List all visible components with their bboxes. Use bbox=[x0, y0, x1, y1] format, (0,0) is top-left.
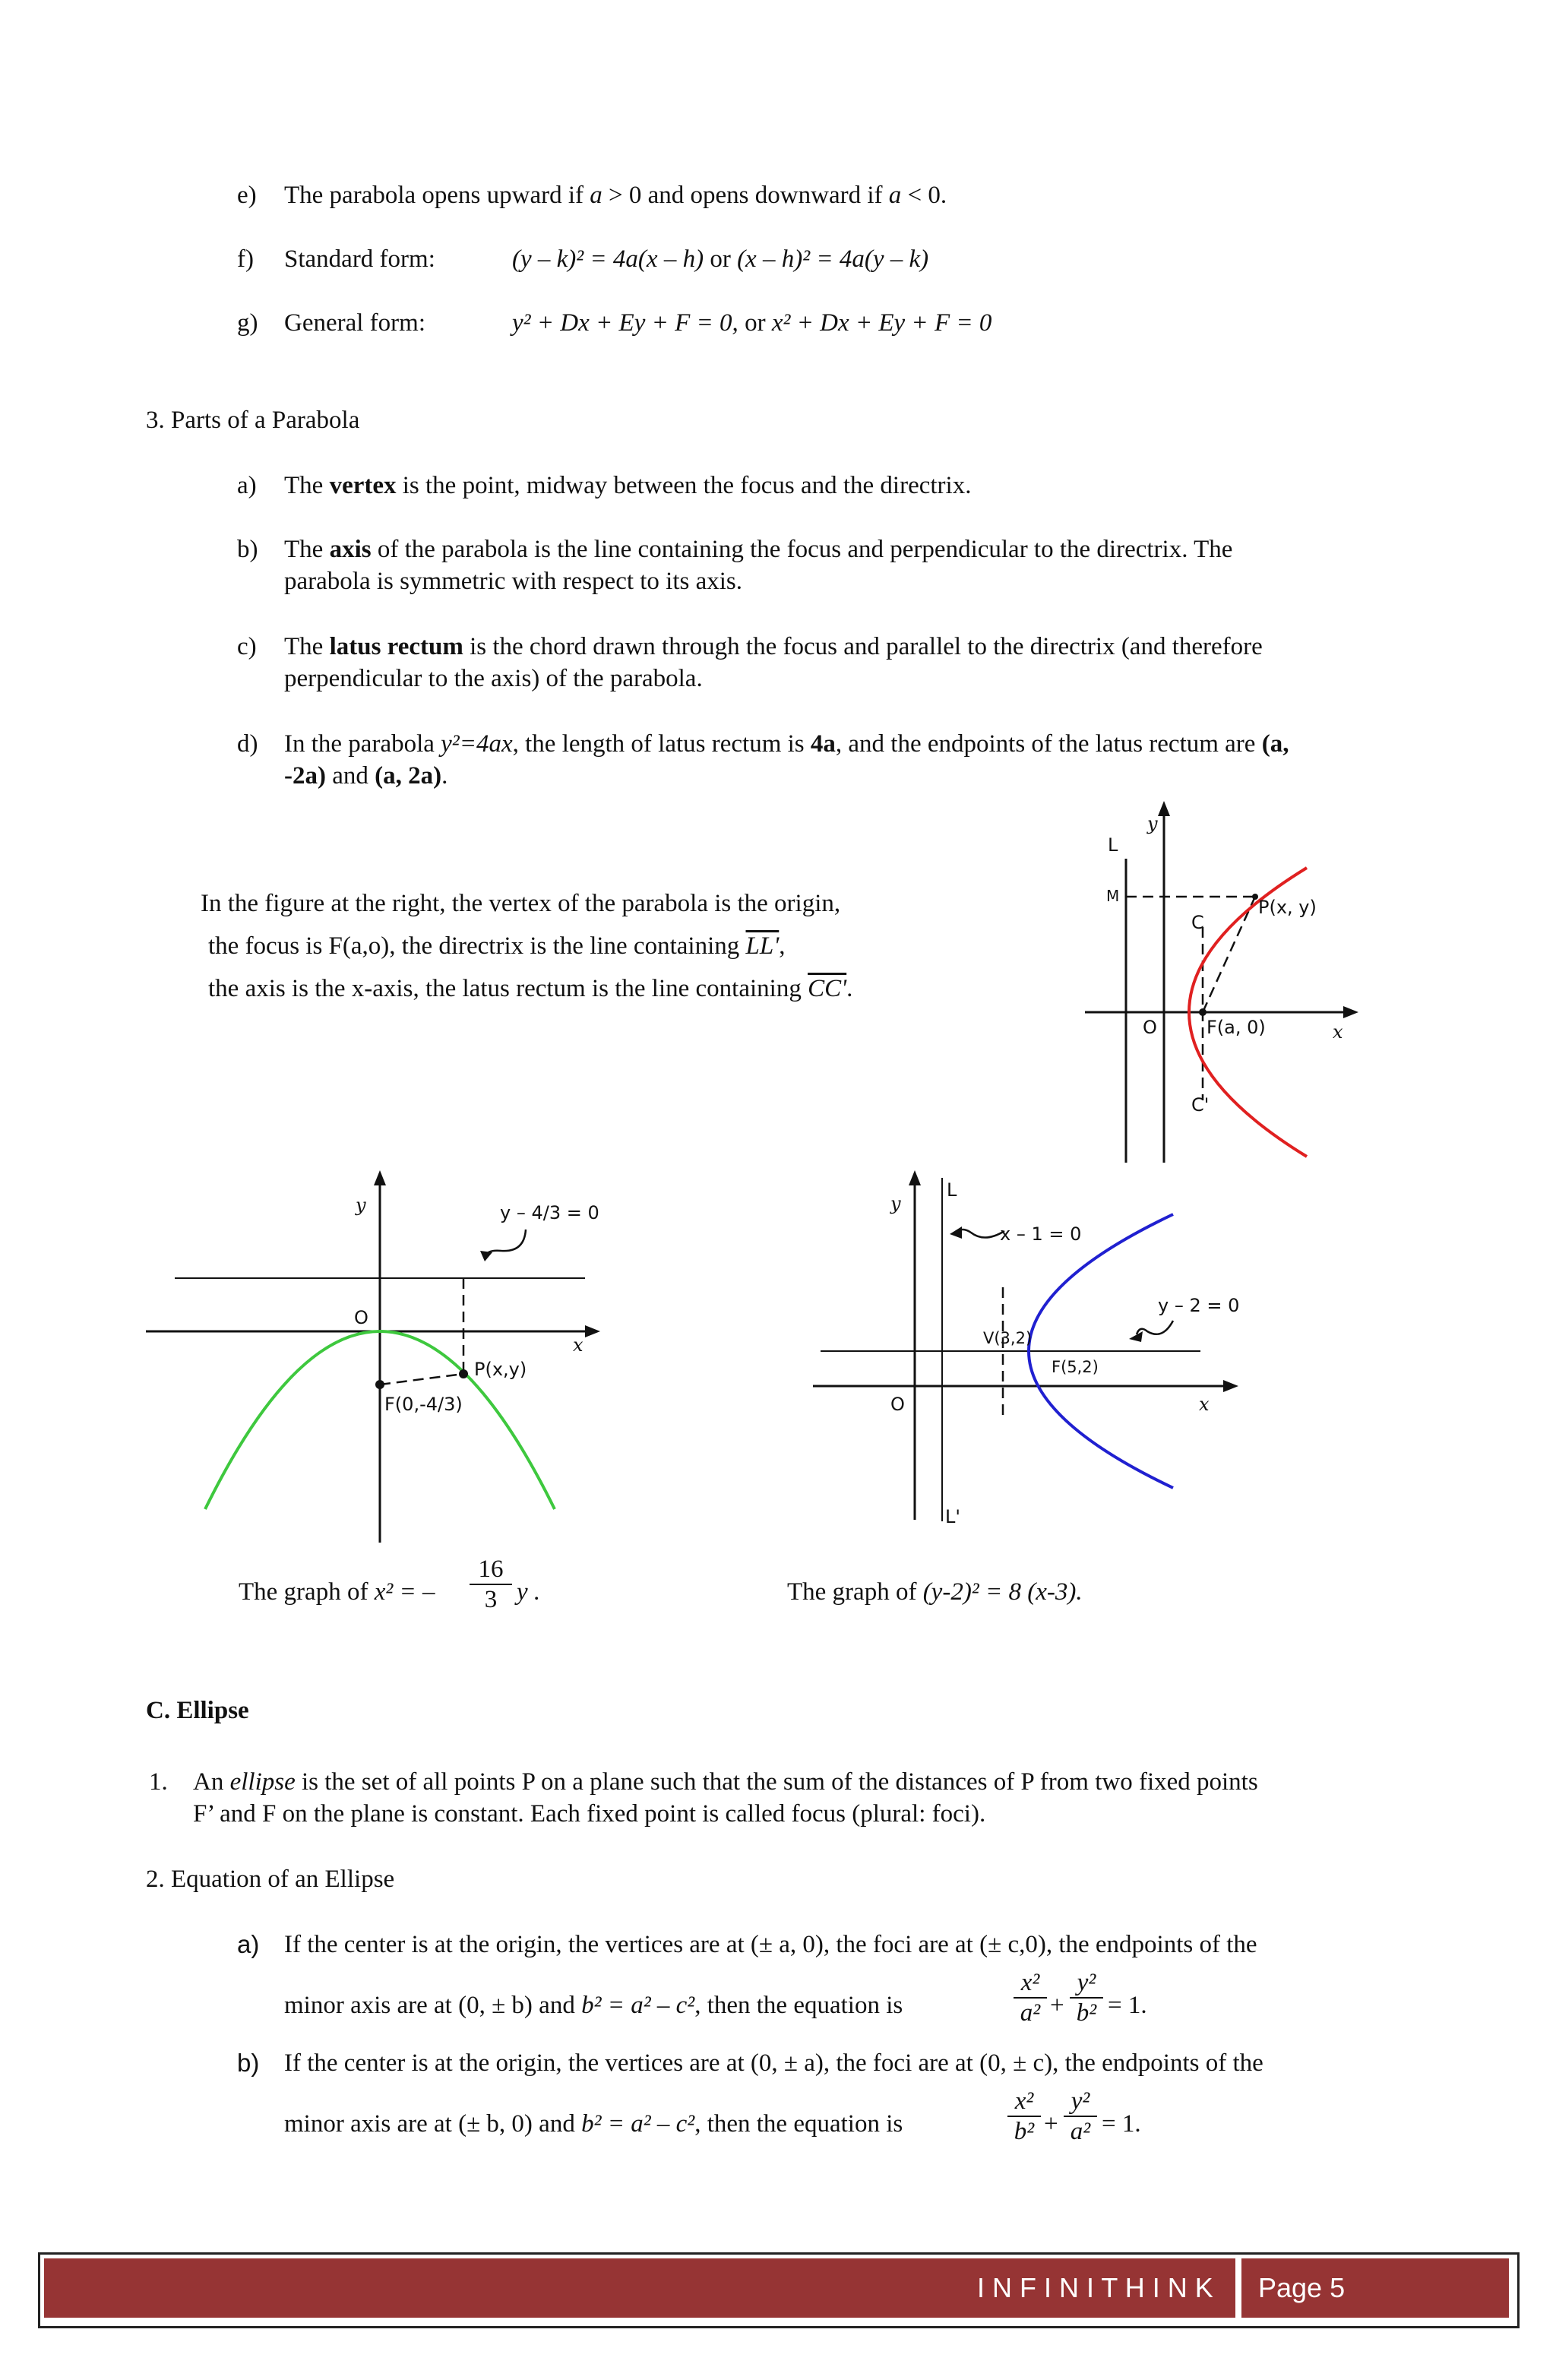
graph1-label-y: y bbox=[356, 1195, 366, 1216]
graph1-caption-end: y . bbox=[517, 1578, 541, 1606]
ellipse-item-label-b: b) bbox=[237, 2049, 260, 2077]
footer-page-number: Page 5 bbox=[1258, 2272, 1346, 2303]
standard-form-equation: (y – k)² = 4a(x – h) or (x – h)² = 4a(y – k) bbox=[512, 245, 929, 273]
graph2-label-x: x bbox=[1199, 1394, 1210, 1415]
general-form-equation: y² + Dx + Ey + F = 0, or x² + Dx + Ey + F = 0 bbox=[512, 309, 992, 337]
ellipse-a-frac1: $\frac{\text{x²}}{\text{a²}}$ bbox=[1014, 1968, 1047, 2027]
ellipse-heading: C. Ellipse bbox=[146, 1697, 249, 1724]
general-form-label: General form: bbox=[284, 309, 425, 337]
label-m: M bbox=[1106, 887, 1120, 905]
item-label-3c: c) bbox=[237, 633, 257, 660]
axis-definition: The axis of the parabola is the line containing the focus and perpendicular to the directrix. The bbox=[284, 536, 1233, 563]
footer-brand: I N F I N I T H I N K bbox=[977, 2272, 1213, 2303]
graph2-label-l: L bbox=[947, 1179, 957, 1201]
graph2-y-arrow bbox=[909, 1170, 921, 1185]
standard-form-label: Standard form: bbox=[284, 245, 435, 273]
latus-rectum-definition: The latus rectum is the chord drawn through the focus and parallel to the directrix (and therefore bbox=[284, 633, 1263, 660]
item-e-text: The parabola opens upward if a > 0 and opens downward if a < 0. bbox=[284, 182, 947, 209]
latus-rectum-length: In the parabola y²=4ax, the length of latus rectum is 4a, and the endpoints of the latus rectum are (a, bbox=[284, 730, 1289, 758]
item-label-e: e) bbox=[237, 182, 257, 209]
item-label-3d: d) bbox=[237, 730, 258, 758]
ellipse-item-label-a: a) bbox=[237, 1930, 260, 1958]
graph1-label-p: P(x,y) bbox=[474, 1359, 527, 1380]
label-l: L bbox=[1108, 834, 1118, 856]
ellipse-def-label: 1. bbox=[149, 1768, 168, 1796]
label-x: x bbox=[1333, 1021, 1343, 1043]
axis-definition-line2: parabola is symmetric with respect to its axis. bbox=[284, 568, 743, 595]
graph2-x-arrow bbox=[1223, 1380, 1238, 1392]
graph1-label-o: O bbox=[354, 1307, 368, 1328]
item-label-3a: a) bbox=[237, 472, 257, 499]
item-label-g: g) bbox=[237, 309, 258, 337]
label-o: O bbox=[1143, 1017, 1157, 1038]
graph2-label-y: y bbox=[890, 1193, 901, 1214]
ellipse-item-a-line2: minor axis are at (0, ± b) and b² = a² – c², then the equation is bbox=[284, 1992, 903, 2019]
ellipse-item-b-line2: minor axis are at (± b, 0) and b² = a² – c², then the equation is bbox=[284, 2110, 903, 2138]
graph1-pointer-arrow bbox=[486, 1230, 526, 1258]
graph2-pointer-head-1 bbox=[950, 1226, 962, 1239]
figure-description-line1: In the figure at the right, the vertex of the parabola is the origin, bbox=[201, 890, 841, 917]
figure-description-line2: the focus is F(a,o), the directrix is the line containing LL', bbox=[208, 932, 786, 960]
latus-rectum-definition-line2: perpendicular to the axis) of the parabola. bbox=[284, 665, 703, 692]
graph1-caption: The graph of x² = – bbox=[239, 1578, 435, 1606]
ellipse-item-a-line1: If the center is at the origin, the vertices are at (± a, 0), the foci are at (± c,0), the endpoints of the bbox=[284, 1931, 1257, 1958]
graph1-point-p bbox=[459, 1369, 468, 1378]
item-label-f: f) bbox=[237, 245, 254, 273]
graph1-caption-fraction: $\frac{16}{3}$ bbox=[470, 1555, 512, 1614]
ellipse-b-frac1: $\frac{\text{x²}}{\text{b²}}$ bbox=[1007, 2087, 1041, 2146]
graph1-x-arrow bbox=[585, 1325, 600, 1337]
ellipse-b-frac2: $\frac{\text{y²}}{\text{a²}}$ bbox=[1064, 2087, 1097, 2146]
dashed-pf bbox=[1203, 897, 1255, 1012]
ellipse-definition-line2: F’ and F on the plane is constant. Each fixed point is called focus (plural: foci). bbox=[193, 1800, 986, 1828]
label-p: P(x, y) bbox=[1258, 897, 1317, 918]
ellipse-b-eq-end: = 1. bbox=[1102, 2110, 1141, 2138]
graph1-label-f: F(0,-4/3) bbox=[384, 1394, 463, 1415]
figure-description-line3: the axis is the x-axis, the latus rectum is the line containing CC'. bbox=[208, 975, 853, 1002]
graph-rightward-parabola bbox=[805, 1163, 1261, 1543]
ellipse-a-plus: + bbox=[1050, 1992, 1064, 2019]
graph2-pointer-arrow-1 bbox=[956, 1230, 1004, 1238]
graph2-caption: The graph of (y-2)² = 8 (x-3). bbox=[787, 1578, 1083, 1606]
label-c-prime: C' bbox=[1191, 1094, 1210, 1116]
label-y: y bbox=[1147, 813, 1158, 834]
point-p bbox=[1252, 894, 1258, 900]
point-f bbox=[1199, 1008, 1207, 1016]
graph1-dashed-pf bbox=[380, 1374, 463, 1385]
graph2-label-l-prime: L' bbox=[945, 1506, 960, 1527]
ellipse-definition: An ellipse is the set of all points P on a plane such that the sum of the distances of P from two fixed points bbox=[193, 1768, 1258, 1796]
graph-downward-parabola bbox=[137, 1163, 608, 1565]
graph1-pointer-head bbox=[480, 1251, 492, 1261]
section-heading-parts: 3. Parts of a Parabola bbox=[146, 407, 360, 434]
y-axis-arrow bbox=[1158, 801, 1170, 816]
latus-rectum-length-line2: -2a) and (a, 2a). bbox=[284, 762, 448, 790]
graph2-label-directrix: x – 1 = 0 bbox=[1000, 1223, 1082, 1245]
ellipse-b-plus: + bbox=[1044, 2110, 1058, 2138]
graph1-label-directrix: y – 4/3 = 0 bbox=[500, 1202, 599, 1223]
graph2-label-o: O bbox=[890, 1394, 905, 1415]
graph1-label-x: x bbox=[573, 1334, 584, 1356]
graph2-label-f: F(5,2) bbox=[1052, 1358, 1099, 1376]
item-label-3b: b) bbox=[237, 536, 258, 563]
ellipse-equation-heading: 2. Equation of an Ellipse bbox=[146, 1866, 395, 1893]
graph2-label-v: V(3,2) bbox=[983, 1329, 1033, 1347]
vertex-definition: The vertex is the point, midway between the focus and the directrix. bbox=[284, 472, 972, 499]
parabola-figure-right bbox=[1071, 790, 1375, 1170]
ellipse-item-b-line1: If the center is at the origin, the vertices are at (0, ± a), the foci are at (0, ± c), the endpoints of the bbox=[284, 2049, 1263, 2077]
label-c: C bbox=[1191, 912, 1204, 933]
graph2-pointer-head-2 bbox=[1129, 1331, 1143, 1342]
ellipse-a-eq-end: = 1. bbox=[1108, 1992, 1147, 2019]
x-axis-arrow bbox=[1343, 1006, 1358, 1018]
ellipse-a-frac2: $\frac{\text{y²}}{\text{b²}}$ bbox=[1070, 1968, 1103, 2027]
graph2-label-axis: y – 2 = 0 bbox=[1158, 1295, 1240, 1316]
graph1-y-arrow bbox=[374, 1170, 386, 1185]
graph1-point-f bbox=[375, 1380, 384, 1389]
label-f: F(a, 0) bbox=[1207, 1017, 1266, 1038]
